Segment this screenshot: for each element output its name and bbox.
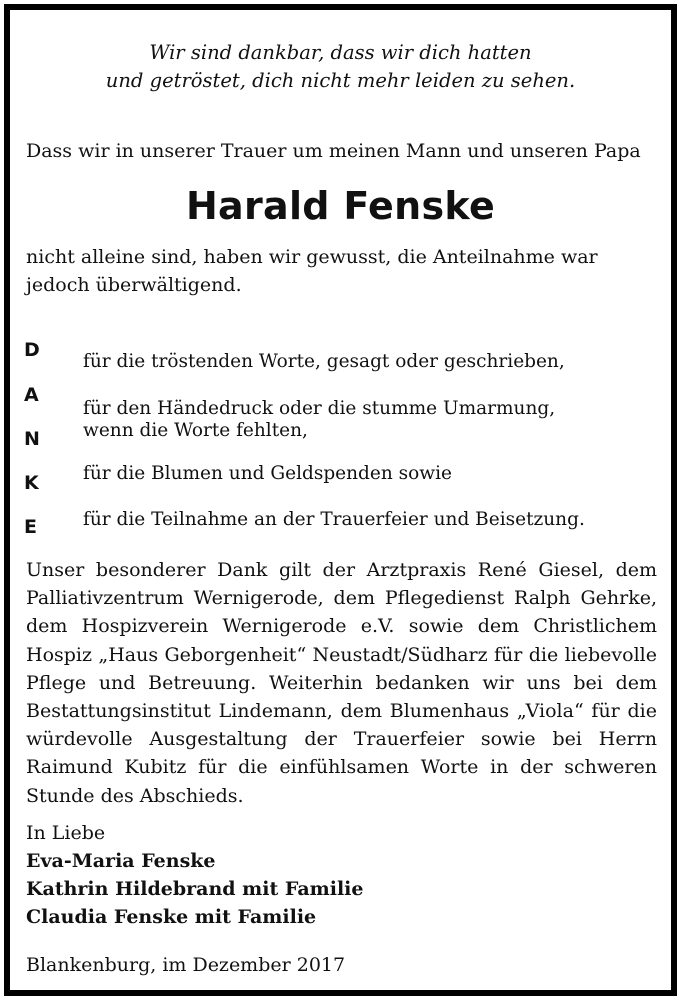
quote-line-2: und getröstet, dich nicht mehr leiden zu sehen. [105,69,576,92]
signer-name-3: Claudia Fenske mit Familie [26,906,317,928]
danke-item-funeral: für die Teilnahme an der Trauerfeier und Beisetzung. [83,509,585,530]
danke-item-handshake: für den Händedruck oder die stumme Umarmung, [83,398,556,419]
danke-letter-a: A [24,384,39,406]
danke-letter-n: N [24,428,40,450]
quote-line-1: Wir sind dankbar, dass wir dich hatten [149,41,532,64]
danke-item-flowers: für die Blumen und Geldspenden sowie [83,463,452,484]
thanks-paragraph: Unser besonderer Dank gilt der Arztpraxis René Giesel, dem Palliativzentrum Wernigerode, dem Pflegedienst Ralph Gehrke, dem Hospizverein Wernigerode e.V. sowie dem Christlichem Hospiz „Haus Geborgenheit“ Neustadt/Südharz für die liebevolle Pflege und Betreuung. Weiterhin bedanken wir uns bei dem Bestattungsinstitut Lindemann, dem Blumenhaus „Viola“ für die würdevolle Ausgestaltung der Trauerfeier sowie bei Herrn Raimund Kubitz für die einfühlsamen Worte in der schweren Stunde des Abschieds. [26,559,657,807]
danke-letter-d: D [24,339,40,361]
place-date: Blankenburg, im Dezember 2017 [26,954,346,976]
intro-text: Dass wir in unserer Trauer um meinen Mann und unseren Papa [26,140,641,162]
deceased-name: Harald Fenske [185,184,496,228]
danke-item-words: für die tröstenden Worte, gesagt oder geschrieben, [83,351,565,372]
signer-name-2: Kathrin Hildebrand mit Familie [26,878,364,900]
signer-name-1: Eva-Maria Fenske [26,850,216,872]
closing-text: In Liebe [26,822,106,844]
danke-letter-e: E [24,516,37,538]
danke-letter-k: K [24,472,39,494]
quote [0,39,681,95]
intro-continuation: nicht alleine sind, haben wir gewusst, die Anteilnahme war jedoch überwältigend. [26,246,598,296]
danke-item-handshake-cont: wenn die Worte fehlten, [83,420,308,441]
